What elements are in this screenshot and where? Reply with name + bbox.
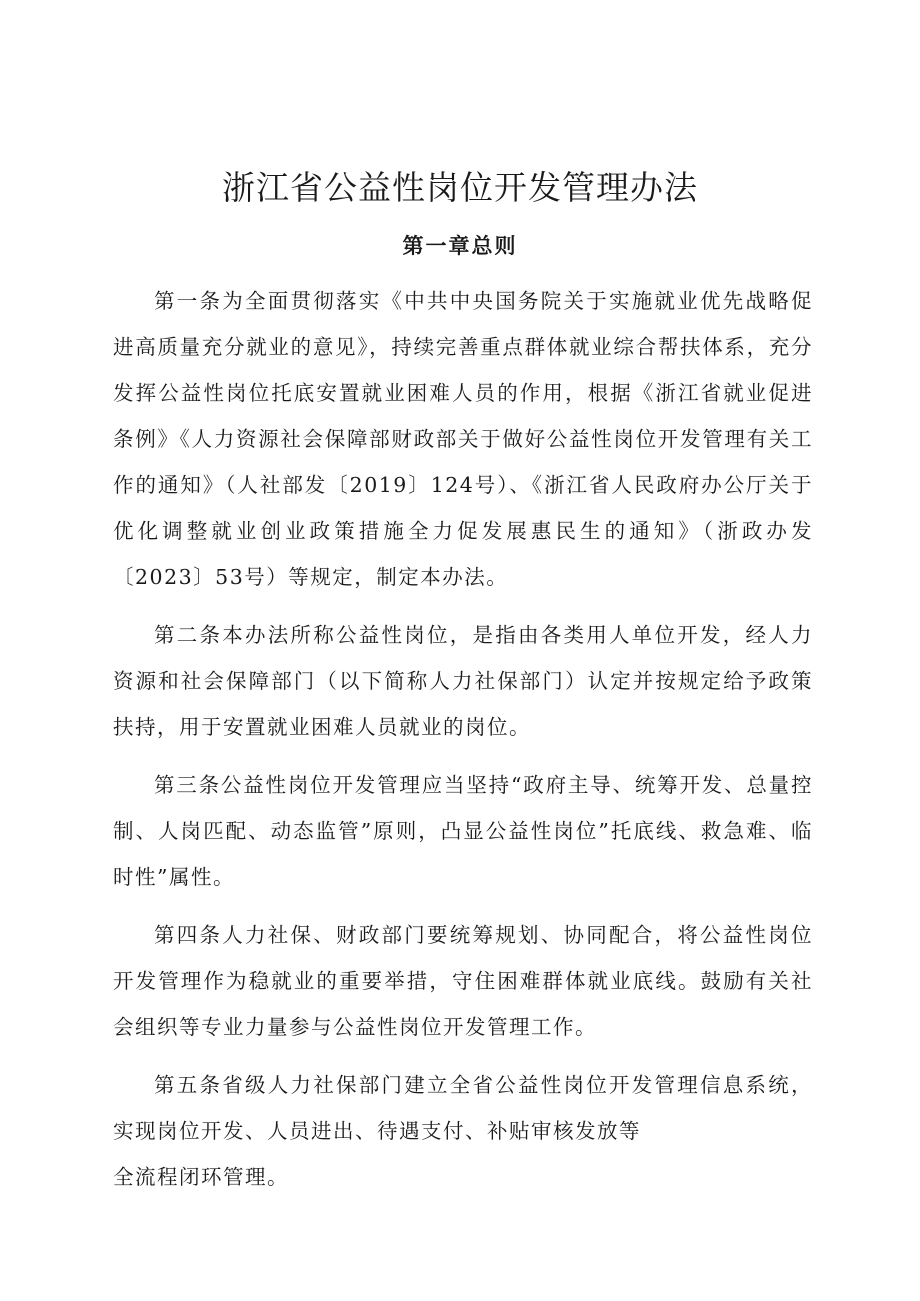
article-4-paragraph: 第四条人力社保、财政部门要统筹规划、协同配合，将公益性岗位开发管理作为稳就业的重要举措，守住困难群体就业底线。鼓励有关社会组织等专业力量参与公益性岗位开发管理工作。 <box>113 923 813 1039</box>
article-2-paragraph: 第二条本办法所称公益性岗位，是指由各类用人单位开发，经人力资源和社会保障部门（以下简称人力社保部门）认定并按规定给予政策扶持，用于安置就业困难人员就业的岗位。 <box>113 623 813 739</box>
chapter-heading: 第一章总则 <box>402 233 518 258</box>
document-title: 浙江省公益性岗位开发管理办法 <box>222 168 698 207</box>
document-body <box>113 278 813 1200</box>
article-5-paragraph <box>113 1062 813 1200</box>
article-3-paragraph: 第三条公益性岗位开发管理应当坚持“政府主导、统筹开发、总量控制、人岗匹配、动态监管”原则，凸显公益性岗位”托底线、救急难、临时性”属性。 <box>113 773 813 889</box>
article-1-paragraph: 第一条为全面贯彻落实《中共中央国务院关于实施就业优先战略促进高质量充分就业的意见》，持续完善重点群体就业综合帮扶体系，充分发挥公益性岗位托底安置就业困难人员的作用，根据《浙江省就业促进条例》《人力资源社会保障部财政部关于做好公益性岗位开发管理有关工作的通知》（人社部发〔2019〕124号）、《浙江省人民政府办公厅关于优化调整就业创业政策措施全力促发展惠民生的通知》（浙政办发〔2023〕53号）等规定，制定本办法。 <box>113 289 813 589</box>
article-5-text: 第五条省级人力社保部门建立全省公益性岗位开发管理信息系统，实现岗位开发、人员进出、待遇支付、补贴审核发放等 <box>113 1073 813 1143</box>
article-5-tail: 全流程闭环管理。 <box>113 1165 289 1189</box>
